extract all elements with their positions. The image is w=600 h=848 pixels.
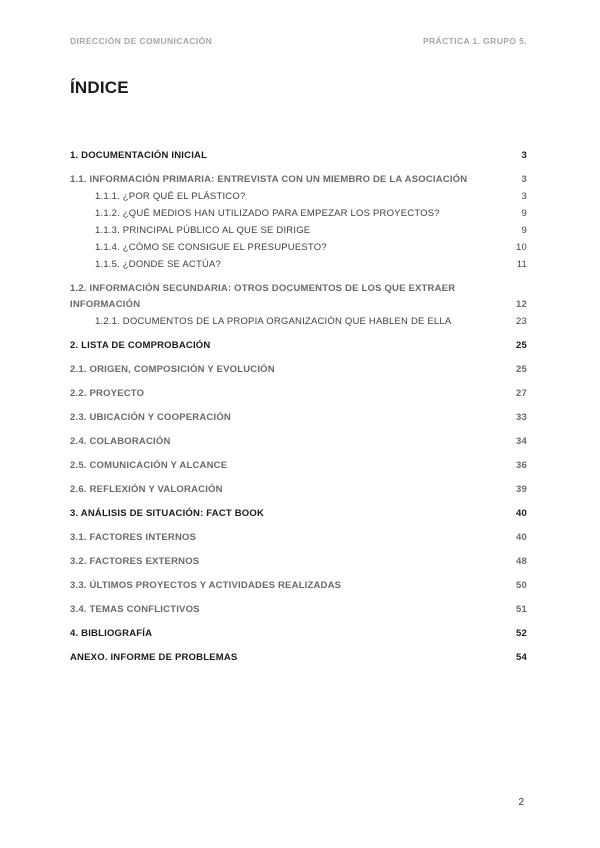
toc-entry-page: 27 [516, 388, 527, 399]
page-title: ÍNDICE [70, 78, 129, 97]
toc-entry-label: 1.2. INFORMACIÓN SECUNDARIA: OTROS DOCUMENTOS DE LOS QUE EXTRAER INFORMACIÓN [70, 283, 456, 310]
toc-entry-label: ANEXO. INFORME DE PROBLEMAS [70, 652, 238, 663]
toc-entry-label: 3.3. ÚLTIMOS PROYECTOS Y ACTIVIDADES REALIZADAS [70, 580, 342, 591]
toc-entry-page: 40 [516, 508, 527, 519]
toc-entry [70, 172, 527, 188]
toc-entry [70, 281, 527, 313]
header-right-text: PRÁCTICA 1. GRUPO 5. [422, 36, 527, 46]
toc-entry [70, 650, 527, 666]
page-number: 2 [518, 797, 524, 808]
toc-entry-label: 1.2.1. DOCUMENTOS DE LA PROPIA ORGANIZACIÓN QUE HABLEN DE ELLA [95, 316, 452, 327]
toc-entry-label: 1. DOCUMENTACIÓN INICIAL [70, 150, 208, 161]
toc-entry [70, 189, 527, 205]
toc-entry-label: 1.1.5. ¿DONDE SE ACTÚA? [95, 259, 222, 270]
toc-entry-page: 9 [521, 208, 527, 219]
toc-entry [70, 554, 527, 570]
toc-entry-page: 3 [521, 191, 527, 202]
toc-entry [70, 338, 527, 354]
toc-entry [70, 148, 527, 164]
toc-entry-page: 11 [516, 259, 527, 270]
toc-entry-page: 9 [521, 225, 527, 236]
toc-entry-page: 3 [521, 174, 527, 185]
toc-entry-page: 23 [516, 316, 527, 327]
toc-entry-page: 52 [516, 628, 527, 639]
toc-entry-label: 2.4. COLABORACIÓN [70, 436, 171, 447]
toc-entry [70, 434, 527, 450]
toc-entry-label: 3.1. FACTORES INTERNOS [70, 532, 197, 543]
toc-entry-label: 4. BIBLIOGRAFÍA [70, 628, 153, 639]
toc-entry-page: 33 [516, 412, 527, 423]
toc-entry-page: 25 [516, 340, 527, 351]
toc-entry [70, 314, 527, 330]
toc-entry-page: 34 [516, 436, 527, 447]
toc-entry [70, 362, 527, 378]
toc-entry [70, 386, 527, 402]
toc-entry-label: 3. ANÁLISIS DE SITUACIÓN: FACT BOOK [70, 508, 265, 519]
toc-entry-label: 2.5. COMUNICACIÓN Y ALCANCE [70, 460, 228, 471]
toc-entry-label: 1.1.4. ¿CÓMO SE CONSIGUE EL PRESUPUESTO? [95, 242, 327, 253]
toc-entry-page: 48 [516, 556, 527, 567]
toc-entry-label: 2. LISTA DE COMPROBACIÓN [70, 340, 211, 351]
toc-entry-page: 51 [516, 604, 527, 615]
toc-entry-label: 2.1. ORIGEN, COMPOSICIÓN Y EVOLUCIÓN [70, 364, 275, 375]
toc-entry-label: 1.1.3. PRINCIPAL PÚBLICO AL QUE SE DIRIGE [95, 225, 311, 236]
toc-entry-page: 25 [516, 364, 527, 375]
toc-entry [70, 578, 527, 594]
toc-entry-label: 2.6. REFLEXIÓN Y VALORACIÓN [70, 484, 223, 495]
toc-entry-label: 1.1. INFORMACIÓN PRIMARIA: ENTREVISTA CON UN MIEMBRO DE LA ASOCIACIÓN [70, 174, 468, 185]
toc-entry [70, 458, 527, 474]
toc-entry-page: 12 [516, 299, 527, 310]
toc-entry [70, 240, 527, 256]
toc-entry-page: 54 [516, 652, 527, 663]
toc-entry [70, 482, 527, 498]
toc-entry [70, 530, 527, 546]
toc-entry-page: 3 [521, 150, 527, 161]
toc-entry-label: 3.4. TEMAS CONFLICTIVOS [70, 604, 200, 615]
toc-entry-page: 40 [516, 532, 527, 543]
table-of-contents [70, 148, 527, 666]
toc-entry [70, 626, 527, 642]
running-header [70, 36, 527, 46]
toc-entry-label: 1.1.2. ¿QUÉ MEDIOS HAN UTILIZADO PARA EMPEZAR LOS PROYECTOS? [95, 208, 440, 219]
toc-entry [70, 506, 527, 522]
toc-entry-page: 36 [516, 460, 527, 471]
toc-entry-page: 39 [516, 484, 527, 495]
toc-entry-label: 1.1.1. ¿POR QUÉ EL PLÁSTICO? [95, 191, 246, 202]
toc-entry [70, 410, 527, 426]
toc-entry-page: 10 [516, 242, 527, 253]
toc-entry [70, 602, 527, 618]
toc-entry [70, 257, 527, 273]
toc-entry-label: 3.2. FACTORES EXTERNOS [70, 556, 200, 567]
toc-entry-label: 2.2. PROYECTO [70, 388, 145, 399]
toc-entry-label: 2.3. UBICACIÓN Y COOPERACIÓN [70, 412, 231, 423]
toc-entry [70, 223, 527, 239]
toc-entry-page: 50 [516, 580, 527, 591]
header-left-text: DIRECCIÓN DE COMUNICACIÓN [70, 36, 213, 46]
toc-entry [70, 206, 527, 222]
